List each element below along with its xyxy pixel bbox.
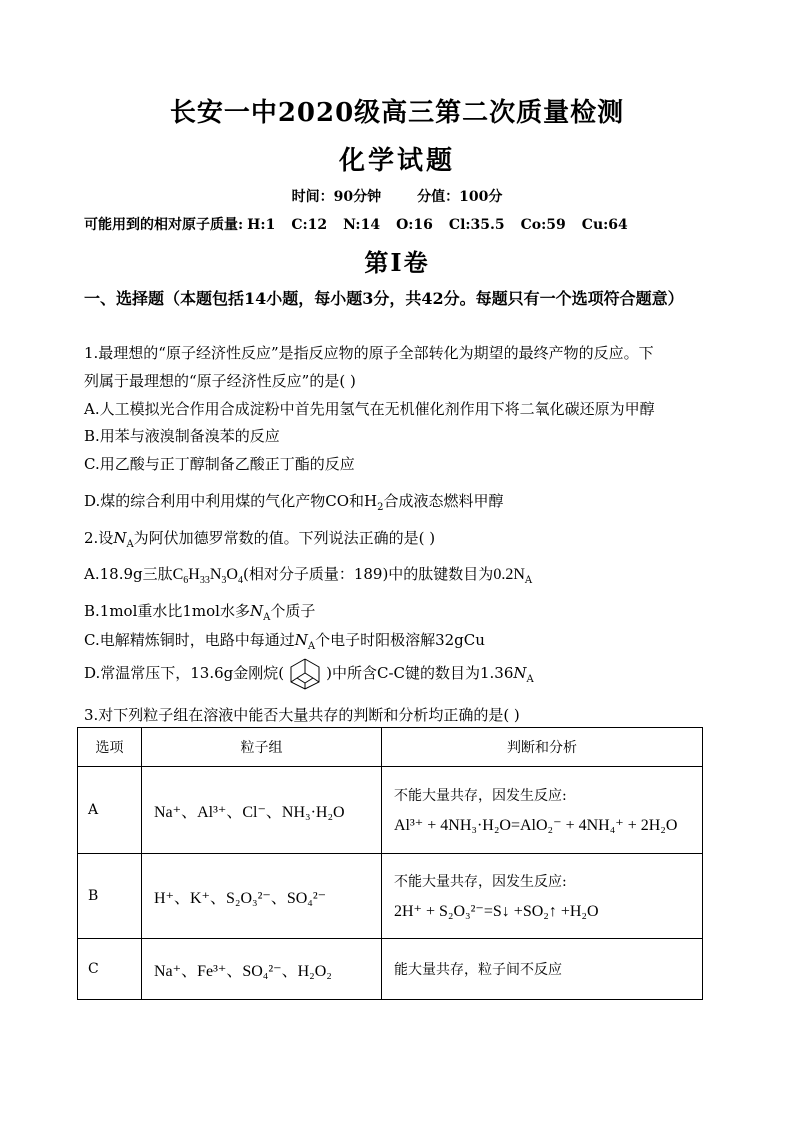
- q1-stem-line2: 列属于最理想的“原子经济性反应”的是( ): [84, 372, 356, 390]
- subscript: A: [263, 612, 271, 623]
- q2-option-d: [84, 656, 534, 692]
- q2-stem: [84, 527, 435, 548]
- subscript: 2: [377, 502, 384, 513]
- na-symbol: N: [513, 664, 527, 682]
- row-option: C: [78, 939, 142, 1000]
- row-analysis: [382, 854, 703, 939]
- table-row: [78, 939, 703, 1000]
- row-particles: Na⁺、Fe³⁺、SO₄²⁻、H₂O₂: [142, 939, 382, 1000]
- exam-time: 时间：90分钟: [291, 189, 382, 205]
- row-particles: Na⁺、Al³⁺、Cl⁻、NH₃·H₂O: [142, 767, 382, 854]
- q2-option-a-text: (相对分子质量：189)中的肽键数目为: [242, 565, 494, 583]
- row-analysis: [382, 767, 703, 854]
- q1-option-d-text: D.煤的综合利用中利用煤的气化产物CO和H: [84, 492, 378, 510]
- row-particles: H⁺、K⁺、S₂O₃²⁻、SO₄²⁻: [142, 854, 382, 939]
- na-symbol: N: [294, 631, 308, 649]
- q2-stem-text: 2.设: [84, 529, 114, 547]
- analysis-text: 不能大量共存，因发生反应:: [394, 788, 567, 804]
- row-option: A: [78, 767, 142, 854]
- q2-stem-text: 为阿伏加德罗常数的值。下列说法正确的是( ): [133, 529, 436, 547]
- atomic-masses: [84, 214, 644, 234]
- q1-option-d-text: 合成液态燃料甲醇: [383, 492, 504, 510]
- q1-option-c: C.用乙酸与正丁醇制备乙酸正丁酯的反应: [84, 455, 355, 473]
- q2-option-b: [84, 600, 315, 621]
- table-header: 判断和分析: [382, 728, 703, 767]
- exam-title: 长安一中2020级高三第二次质量检测: [169, 98, 625, 128]
- row-analysis: [382, 939, 703, 1000]
- atomic-mass: Cu:64: [581, 217, 628, 233]
- na-symbol: N: [113, 529, 127, 547]
- q2-option-a-value: 0.2N: [493, 566, 525, 583]
- q2-option-d-text: )中所含C-C键的数目为1.36: [326, 664, 514, 682]
- q1-option-d: [84, 490, 504, 511]
- table-row: [78, 854, 703, 939]
- atomic-mass: H:1: [247, 217, 276, 233]
- q2-option-c: [84, 629, 485, 650]
- subscript: A: [524, 575, 533, 586]
- exam-score: 分值：100分: [417, 189, 503, 205]
- analysis-equation: Al³⁺ + 4NH₃·H₂O=AlO₂⁻ + 4NH₄⁺ + 2H₂O: [394, 817, 678, 834]
- exam-meta: [0, 186, 794, 206]
- analysis-text: 能大量共存，粒子间不反应: [394, 962, 562, 978]
- atomic-mass: O:16: [396, 217, 433, 233]
- q2-option-a: [84, 563, 533, 587]
- row-option: B: [78, 854, 142, 939]
- q1-option-b: B.用苯与液溴制备溴苯的反应: [84, 427, 280, 445]
- q3-table: [77, 727, 703, 1000]
- volume-heading: 第I卷: [364, 248, 430, 277]
- adamantane-structure-icon: [286, 656, 324, 692]
- subscript: A: [126, 539, 134, 550]
- atomic-masses-label: 可能用到的相对原子质量:: [84, 217, 244, 233]
- table-header: 选项: [78, 728, 142, 767]
- atomic-mass: Co:59: [520, 217, 566, 233]
- table-header: 粒子组: [142, 728, 382, 767]
- na-symbol: N: [249, 602, 264, 620]
- q2-option-b-text: B.1mol重水比1mol水多: [84, 602, 250, 620]
- section-heading: 一、选择题（本题包括14小题，每小题3分，共42分。每题只有一个选项符合题意）: [84, 289, 684, 308]
- subscript: A: [307, 641, 316, 652]
- analysis-equation: 2H⁺ + S₂O₃²⁻=S↓ +SO₂↑ +H₂O: [394, 903, 599, 920]
- exam-subtitle: 化学试题: [338, 146, 455, 176]
- table-row: [78, 767, 703, 854]
- q2-option-b-text: 个质子: [270, 602, 316, 620]
- atomic-mass: C:12: [291, 217, 328, 233]
- table-header-row: [78, 728, 703, 767]
- q3-stem: 3.对下列粒子组在溶液中能否大量共存的判断和分析均正确的是( ): [84, 706, 520, 724]
- atomic-mass: Cl:35.5: [448, 217, 505, 233]
- atomic-mass: N:14: [343, 217, 381, 233]
- tripeptide-formula: $C_6H_{33}N_3O_4$: [172, 566, 243, 587]
- q2-option-c-text: C.电解精炼铜时，电路中每通过: [84, 631, 295, 649]
- q1-stem-line1: 1.最理想的“原子经济性反应”是指反应物的原子全部转化为期望的最终产物的反应。下: [84, 344, 654, 362]
- q2-option-d-text: D.常温常压下，13.6g金刚烷(: [84, 664, 285, 682]
- analysis-text: 不能大量共存，因发生反应:: [394, 874, 567, 890]
- q2-option-c-text: 个电子时阳极溶解32gCu: [315, 631, 485, 649]
- q1-option-a: A.人工模拟光合作用合成淀粉中首先用氢气在无机催化剂作用下将二氧化碳还原为甲醇: [84, 400, 655, 418]
- q2-option-a-text: A.18.9g三肽: [84, 565, 173, 583]
- subscript: A: [526, 674, 534, 685]
